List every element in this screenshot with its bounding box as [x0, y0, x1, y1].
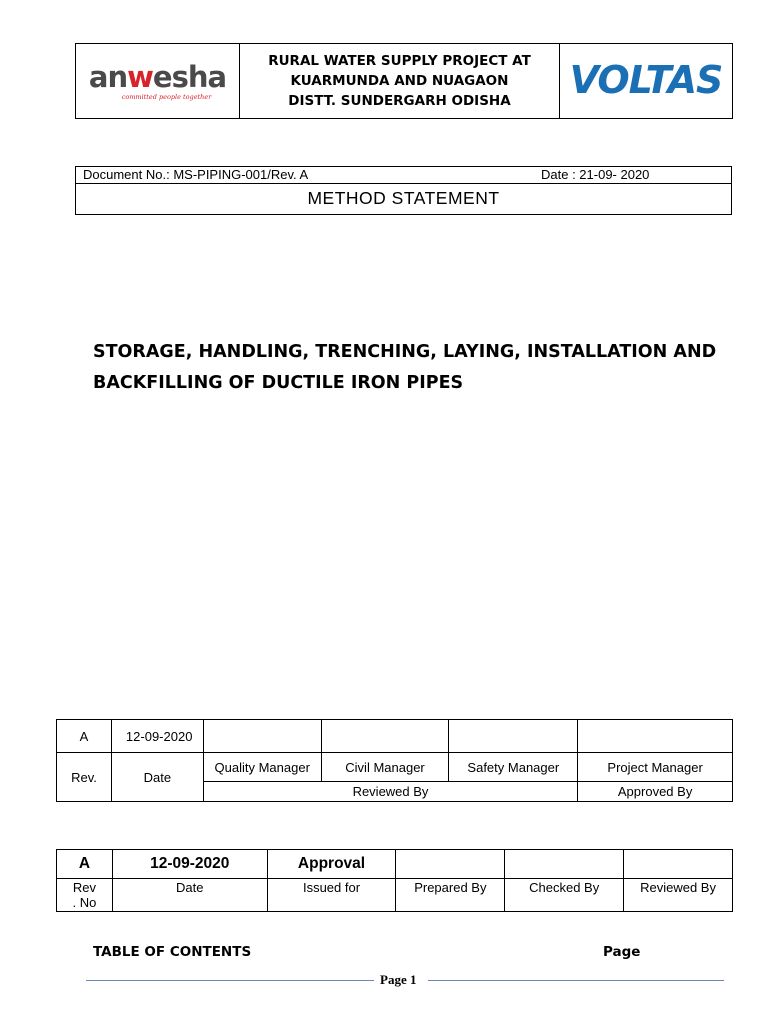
issue-cell-empty [396, 850, 505, 879]
anwesha-logo-word: anwesha [88, 59, 227, 94]
review-cell-empty [203, 720, 321, 753]
project-title-line-2: KUARMUNDA AND NUAGAON [290, 73, 509, 89]
project-title [240, 44, 560, 118]
voltas-logo [560, 44, 732, 118]
anwesha-logo [76, 44, 240, 118]
issue-rev-value: A [57, 850, 113, 879]
review-rev-value: A [57, 720, 112, 753]
voltas-logo-mark [565, 59, 727, 103]
main-heading [93, 337, 733, 399]
issue-reviewed-by-label: Reviewed By [624, 879, 733, 912]
issue-cell-empty [624, 850, 733, 879]
project-title-line-1: RURAL WATER SUPPLY PROJECT AT [268, 53, 531, 69]
issue-prepared-by-label: Prepared By [396, 879, 505, 912]
document-number: Document No.: MS-PIPING-001/Rev. A [83, 167, 309, 182]
issue-rev-label-line-2: . No [72, 895, 97, 910]
anwesha-logo-accent: w [127, 59, 153, 94]
footer-divider-right [428, 980, 724, 981]
review-rev-label: Rev. [57, 753, 112, 802]
anwesha-tagline: committed people together [121, 92, 212, 101]
approved-by-label: Approved By [578, 782, 733, 802]
issue-date-label: Date [112, 879, 267, 912]
document-info-box [75, 166, 732, 215]
issue-rev-label [57, 879, 113, 912]
review-cell-empty [321, 720, 449, 753]
footer-divider-left [86, 980, 374, 981]
document-date: Date : 21-09- 2020 [541, 167, 650, 182]
issue-issued-for-label: Issued for [267, 879, 396, 912]
project-title-line-3: DISTT. SUNDERGARH ODISHA [288, 93, 511, 109]
review-cell-empty [449, 720, 578, 753]
document-header [75, 43, 733, 119]
main-heading-line-2: BACKFILLING OF DUCTILE IRON PIPES [93, 373, 464, 393]
issue-table [56, 849, 733, 912]
table-of-contents-heading: TABLE OF CONTENTS [93, 944, 252, 960]
review-date-value: 12-09-2020 [111, 720, 203, 753]
page-number: Page 1 [380, 972, 417, 987]
review-table [56, 719, 733, 802]
role-project-manager: Project Manager [578, 753, 733, 782]
review-cell-empty [578, 720, 733, 753]
document-title: METHOD STATEMENT [307, 188, 500, 208]
issue-issued-for-value: Approval [267, 850, 396, 879]
toc-page-column-heading: Page [603, 944, 641, 960]
role-quality-manager: Quality Manager [203, 753, 321, 782]
main-heading-line-1: STORAGE, HANDLING, TRENCHING, LAYING, INSTALLATION AND [93, 342, 717, 362]
issue-checked-by-label: Checked By [505, 879, 624, 912]
reviewed-by-label: Reviewed By [203, 782, 577, 802]
role-safety-manager: Safety Manager [449, 753, 578, 782]
issue-date-value: 12-09-2020 [112, 850, 267, 879]
voltas-logo-word: VOLTAS [569, 59, 723, 102]
review-date-label: Date [111, 753, 203, 802]
issue-cell-empty [505, 850, 624, 879]
issue-rev-label-line-1: Rev [72, 880, 97, 895]
role-civil-manager: Civil Manager [321, 753, 449, 782]
